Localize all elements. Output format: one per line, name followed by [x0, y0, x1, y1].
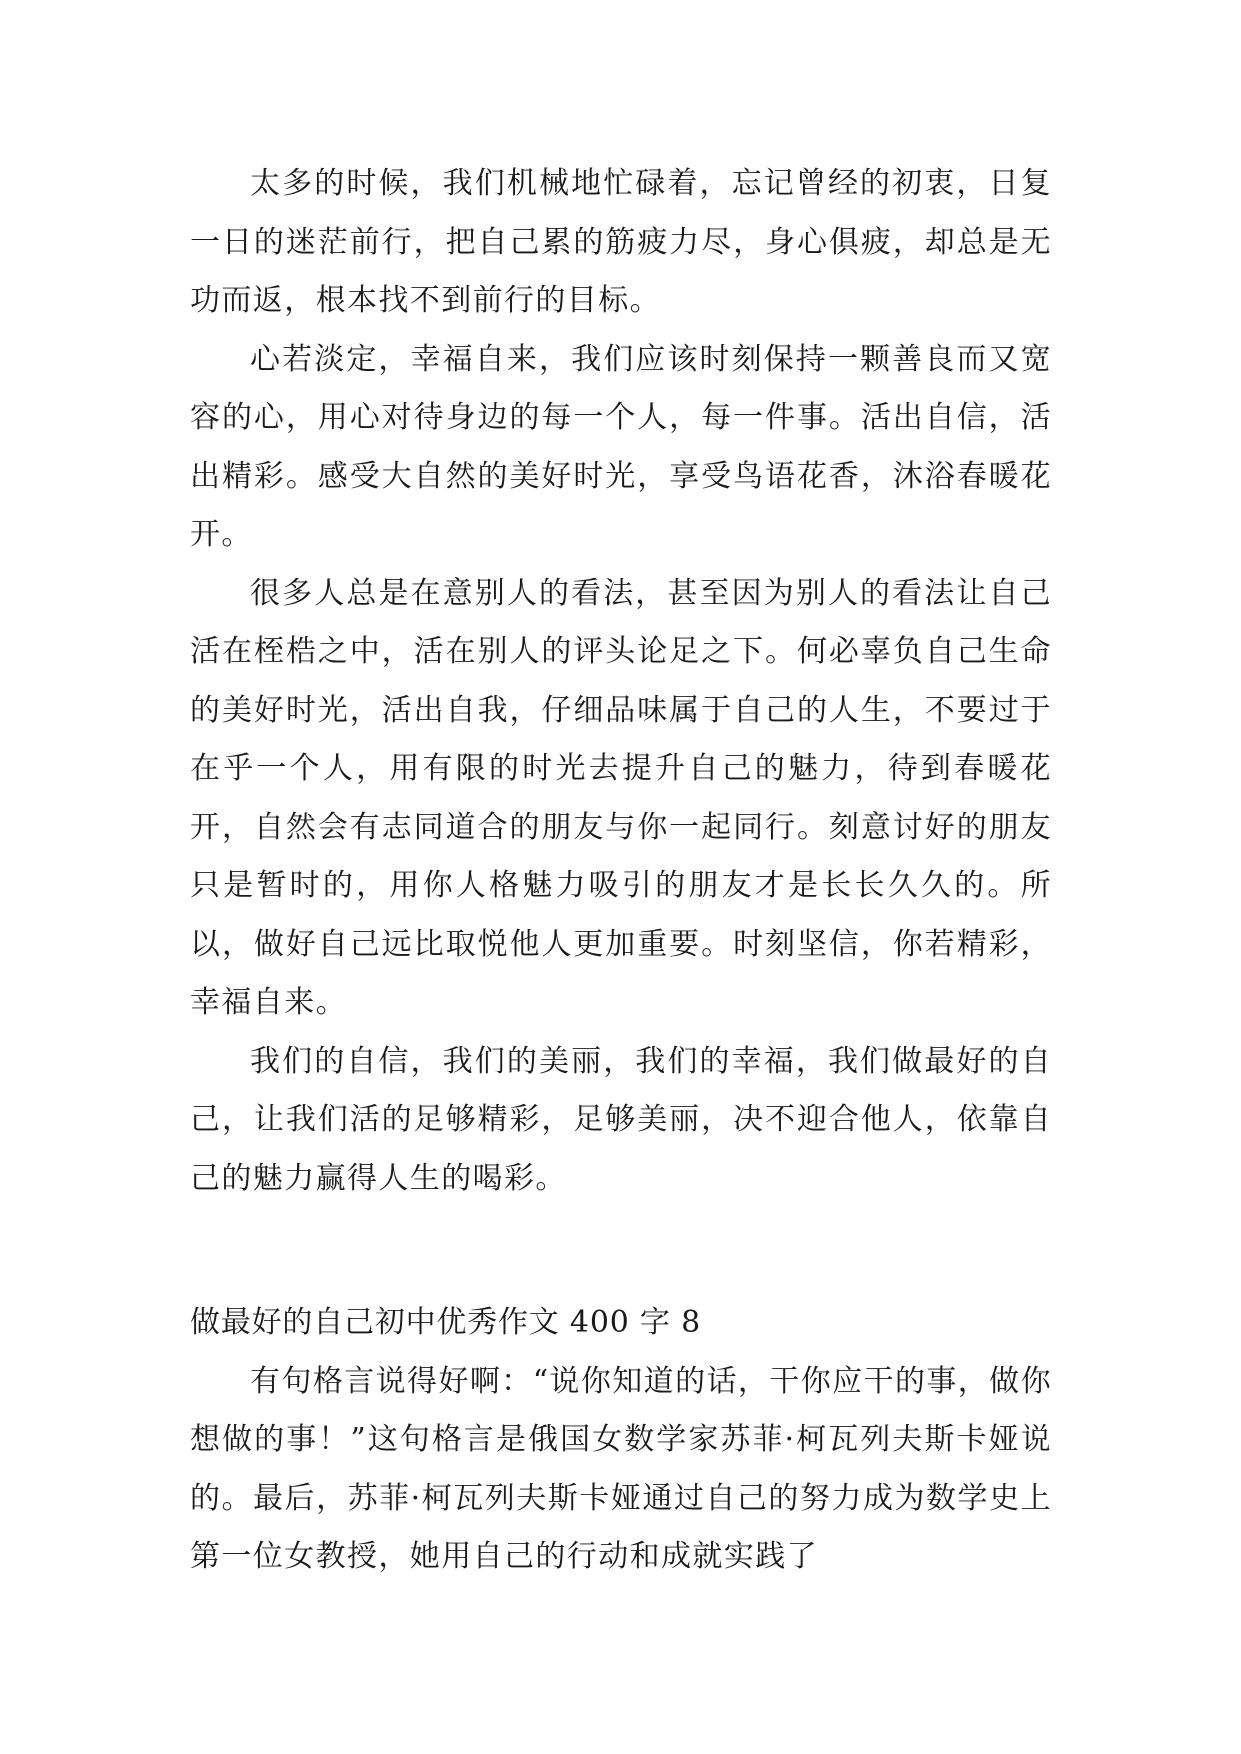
- document-page: [190, 155, 1052, 1587]
- paragraph-5: 有句格言说得好啊：“说你知道的话，干你应干的事，做你想做的事！”这句格言是俄国女数学家苏菲·柯瓦列夫斯卡娅说的。最后，苏菲·柯瓦列夫斯卡娅通过自己的努力成为数学史上第一位女教授，她用自己的行动和成就实践了: [190, 1363, 1052, 1574]
- paragraph-4: 我们的自信，我们的美丽，我们的幸福，我们做最好的自己，让我们活的足够精彩，足够美丽，决不迎合他人，依靠自己的魅力赢得人生的喝彩。: [190, 1043, 1052, 1196]
- essay-heading: 做最好的自己初中优秀作文 400 字 8: [190, 1305, 701, 1340]
- paragraph-3: 很多人总是在意别人的看法，甚至因为别人的看法让自己活在桎梏之中，活在别人的评头论足之下。何必辜负自己生命的美好时光，活出自我，仔细品味属于自己的人生，不要过于在乎一个人，用有限的时光去提升自己的魅力，待到春暖花开，自然会有志同道合的朋友与你一起同行。刻意讨好的朋友只是暂时的，用你人格魅力吸引的朋友才是长长久久的。所以，做好自己远比取悦他人更加重要。时刻坚信，你若精彩，幸福自来。: [190, 575, 1052, 1020]
- paragraph-1: 太多的时候，我们机械地忙碌着，忘记曾经的初衷，日复一日的迷茫前行，把自己累的筋疲力尽，身心俱疲，却总是无功而返，根本找不到前行的目标。: [190, 166, 1052, 318]
- paragraph-2: 心若淡定，幸福自来，我们应该时刻保持一颗善良而又宽容的心，用心对待身边的每一个人，每一件事。活出自信，活出精彩。感受大自然的美好时光，享受鸟语花香，沐浴春暖花开。: [190, 341, 1052, 552]
